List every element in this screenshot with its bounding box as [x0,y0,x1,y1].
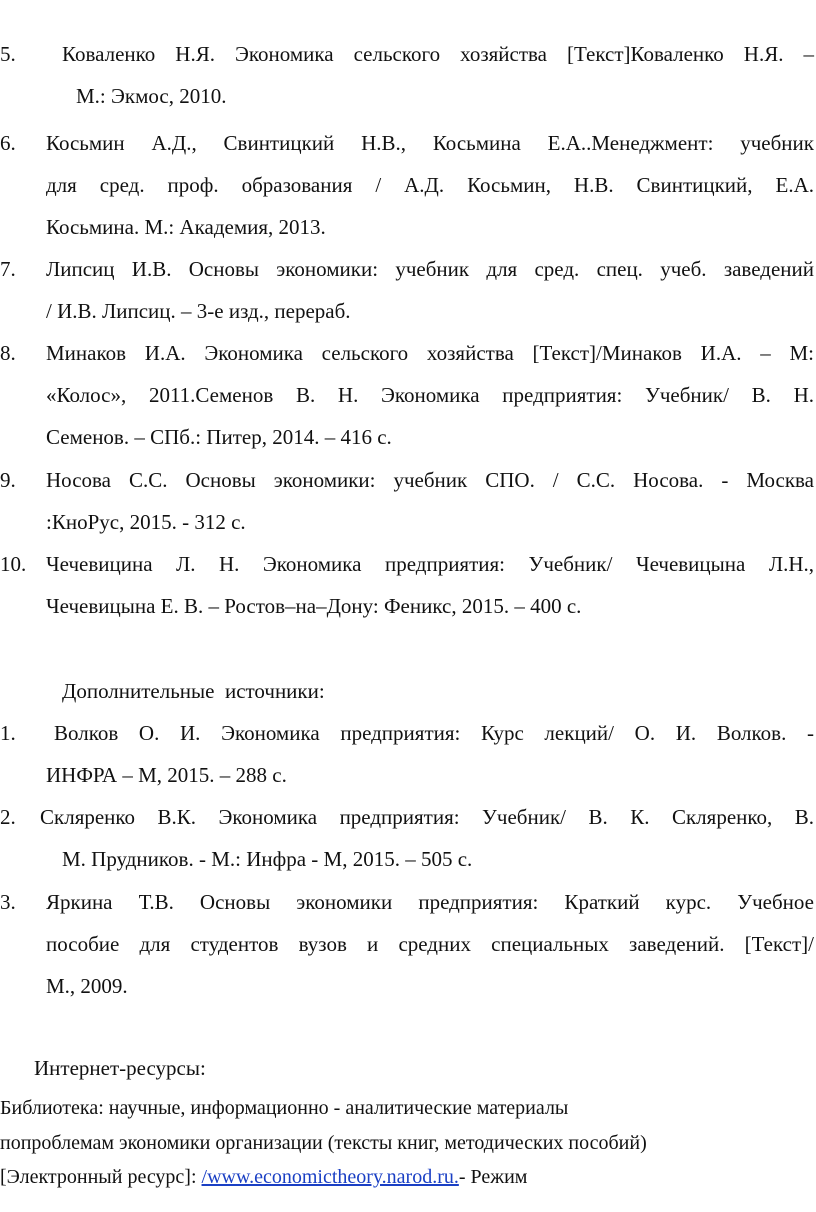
additional-item-3 [0,881,814,1007]
reference-line: Волков О. И. Экономика предприятия: Курс лекций/ О. И. Волков. - [54,721,814,745]
reference-number: 9. [0,468,16,492]
internet-text-prefix: [Электронный ресурс]: [0,1166,202,1188]
reference-line: М., 2009. [46,974,128,998]
additional-item-1 [0,712,814,796]
reference-number: 7. [0,257,16,281]
reference-number: 8. [0,341,16,365]
reference-item-10 [0,543,814,627]
reference-line: Яркина Т.В. Основы экономики предприятия: Краткий курс. Учебное [46,890,814,914]
reference-line: Носова С.С. Основы экономики: учебник СПО. / С.С. Носова. - Москва [46,468,814,492]
reference-line: Чечевицына Е. В. – Ростов–на–Дону: Феникс, 2015. – 400 с. [46,594,582,618]
reference-item-9 [0,459,814,543]
internet-text-suffix: - Режим [458,1166,528,1188]
reference-line: Косьмина. М.: Академия, 2013. [46,215,326,239]
reference-number: 10. [0,552,27,576]
reference-number: 2. [0,805,16,829]
internet-text-line [0,1162,527,1192]
reference-item-7 [0,248,814,332]
economic-theory-link[interactable]: /www.economictheory.narod.ru. [201,1166,459,1188]
reference-line: :КноРус, 2015. - 312 с. [46,510,246,534]
reference-line: Чечевицина Л. Н. Экономика предприятия: Учебник/ Чечевицына Л.Н., [46,552,814,576]
reference-item-5 [0,33,814,117]
internet-text-line: попроблемам экономики организации (тексты книг, методических пособий) [0,1132,647,1154]
reference-item-6 [0,122,814,248]
additional-item-2 [0,796,814,880]
internet-resources-heading: Интернет-ресурсы: [34,1056,206,1080]
reference-line: М. Прудников. - М.: Инфра - М, 2015. – 505 с. [62,847,473,871]
reference-number: 6. [0,131,16,155]
reference-number: 5. [0,42,16,66]
reference-line: Коваленко Н.Я. Экономика сельского хозяйства [Текст]Коваленко Н.Я. – [62,42,814,66]
reference-line: / И.В. Липсиц. – 3-е изд., перераб. [46,299,351,323]
reference-number: 1. [0,721,16,745]
reference-line: Семенов. – СПб.: Питер, 2014. – 416 с. [46,425,392,449]
reference-line: «Колос», 2011.Семенов В. Н. Экономика предприятия: Учебник/ В. Н. [46,383,814,407]
reference-line: Скляренко В.К. Экономика предприятия: Учебник/ В. К. Скляренко, В. [40,805,814,829]
reference-number: 3. [0,890,16,914]
reference-line: Косьмин А.Д., Свинтицкий Н.В., Косьмина Е.А..Менеджмент: учебник [46,131,814,155]
reference-item-8 [0,332,814,458]
reference-line: ИНФРА – М, 2015. – 288 с. [46,763,287,787]
reference-line: М.: Экмос, 2010. [76,84,227,108]
reference-line: Липсиц И.В. Основы экономики: учебник для сред. спец. учеб. заведений [46,257,814,281]
internet-text-line: Библиотека: научные, информационно - аналитические материалы [0,1097,569,1119]
reference-line: для сред. проф. образования / А.Д. Косьмин, Н.В. Свинтицкий, Е.А. [46,173,814,197]
reference-line: Минаков И.А. Экономика сельского хозяйства [Текст]/Минаков И.А. – М: [46,341,814,365]
reference-line: пособие для студентов вузов и средних специальных заведений. [Текст]/ [46,932,814,956]
additional-sources-heading: Дополнительные источники: [62,679,325,703]
